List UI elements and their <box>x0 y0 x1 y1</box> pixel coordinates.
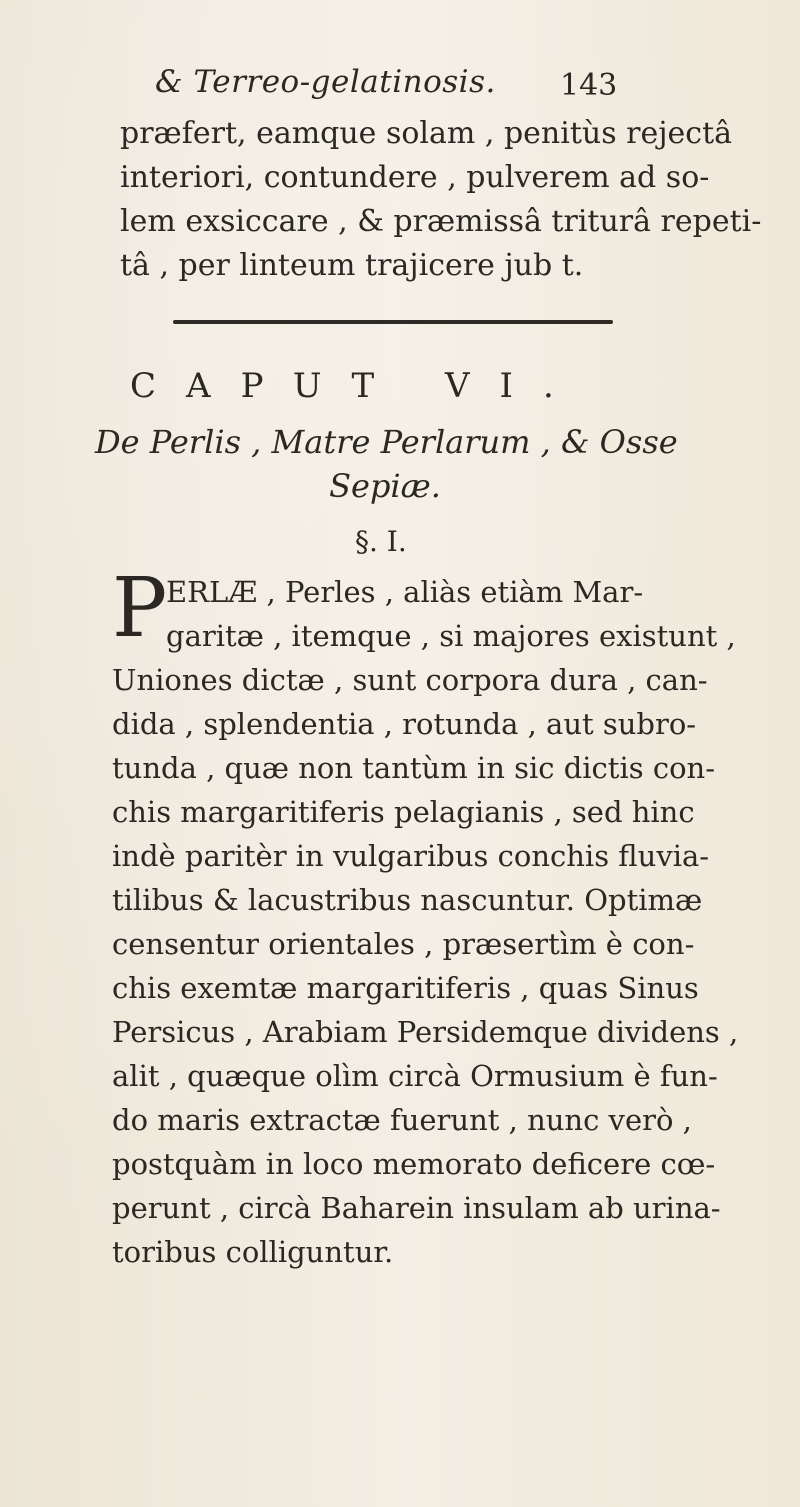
text-line: censentur orientales , præsertìm è con- <box>112 927 695 961</box>
text-line: dida , splendentia , rotunda , aut subro- <box>112 707 697 741</box>
text-line: toribus colliguntur. <box>112 1235 394 1269</box>
text-line: postquàm in loco memorato deficere cœ- <box>112 1147 716 1181</box>
top-paragraph <box>120 112 762 288</box>
drop-cap: P <box>112 561 168 656</box>
running-title: & Terreo-gelatinosis. <box>155 64 496 100</box>
text-line: tunda , quæ non tantùm in sic dictis con- <box>112 751 716 785</box>
text-line: alit , quæque olìm circà Ormusium è fun- <box>112 1059 718 1093</box>
chapter-title <box>95 420 678 508</box>
text-line: tâ , per linteum trajicere jub t. <box>120 248 584 283</box>
text-line: præfert, eamque solam , penitùs rejectâ <box>120 116 733 151</box>
text-line: perunt , circà Baharein insulam ab urina- <box>112 1191 721 1225</box>
text-line: interiori, contundere , pulverem ad so- <box>120 160 710 195</box>
body-paragraph <box>112 572 739 1276</box>
text-line: indè paritèr in vulgaribus conchis fluvia- <box>112 839 710 873</box>
text-line: lem exsiccare , & præmissâ triturâ repeti- <box>120 204 762 239</box>
chapter-heading: CAPUT VI. <box>130 366 584 406</box>
text-line: chis exemtæ margaritiferis , quas Sinus <box>112 971 699 1005</box>
text-line: garitæ , itemque , si majores existunt , <box>166 619 736 653</box>
running-header <box>140 64 618 104</box>
text-line: Persicus , Arabiam Persidemque dividens , <box>112 1015 739 1049</box>
chapter-title-line: Sepiæ. <box>329 467 441 505</box>
chapter-title-line: De Perlis , Matre Perlarum , & Osse <box>95 423 678 461</box>
text-line: chis margaritiferis pelagianis , sed hinc <box>112 795 695 829</box>
section-number: §. I. <box>355 525 407 558</box>
text-line: do maris extractæ fuerunt , nunc verò , <box>112 1103 692 1137</box>
page-number: 143 <box>560 68 618 103</box>
text-line: Uniones dictæ , sunt corpora dura , can- <box>112 663 708 697</box>
text-line: tilibus & lacustribus nascuntur. Optimæ <box>112 883 703 917</box>
divider-rule <box>173 320 613 324</box>
text-line: ERLÆ , Perles , aliàs etiàm Mar- <box>166 575 644 609</box>
